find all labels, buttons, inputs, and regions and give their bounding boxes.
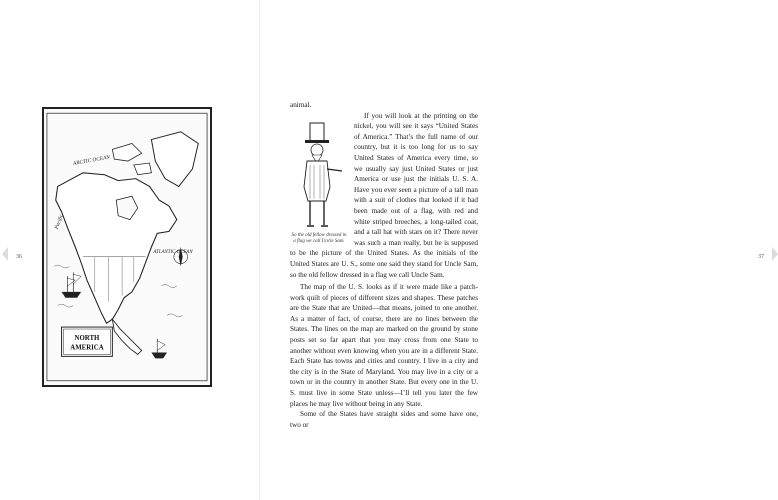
text-column bbox=[290, 100, 478, 430]
figure-caption: So the old fellow dressed in a flag we call Uncle Sam. bbox=[291, 232, 347, 244]
next-page-arrow-icon[interactable] bbox=[772, 247, 778, 261]
uncle-sam-figure bbox=[290, 121, 348, 245]
paragraph-2: The map of the U. S. looks as if it were made like a patch-work quilt of pieces of different sizes and shapes. These patches are the State that are United—that means, joined to one another. As a matter of fact, of course, there are no lines between the States. The lines on the map are marked on the ground by stone posts set so far apart that you may cross from one State to another without even knowing when you are in a different State. Each State has towns and cities and country. I live in a city and the city is in the State of Maryland. You may live in a city or a town or in the country in another State. But every one in the U. S. must live in some State unless—I’ll tell you later the few places he may live without being in any State. bbox=[290, 283, 478, 408]
map-label-pacific: Pacific bbox=[53, 213, 65, 231]
paragraph-1: If you will look at the printing on the nickel, you will see it says “United States of America.” That’s the full name of our country, but it is too long for us to say United States of America every time, so we usually say just United States or just America or use just the initials U. S. A. Have you ever seen a picture of a tall man with a suit of clothes that looked if it had been made out of a flag, with red and white striped breeches, a long-tailed coat, and a tall hat with stars on it? There never was such a man really, but he is supposed to be the picture of the United States. As the initials of the United States are U. S., some one said they stand for Uncle Sam, so the old fellow dressed in a flag we call Uncle Sam. bbox=[290, 111, 478, 279]
map-title-line1: NORTH bbox=[74, 334, 100, 342]
map-illustration bbox=[44, 109, 210, 385]
previous-page-arrow-icon[interactable] bbox=[2, 247, 8, 261]
page-number-left: 36 bbox=[16, 254, 22, 260]
map-title-line2: AMERICA bbox=[70, 344, 104, 352]
page-number-right: 37 bbox=[758, 254, 764, 260]
map-label-arctic: ARCTIC OCEAN bbox=[72, 154, 111, 167]
map-label-atlantic: ATLANTIC OCEAN bbox=[153, 249, 193, 255]
uncle-sam-illustration bbox=[290, 121, 346, 231]
north-america-map bbox=[42, 107, 212, 387]
left-page bbox=[0, 0, 260, 500]
paragraph-3: Some of the States have straight sides and some have one, two or bbox=[290, 410, 478, 429]
paragraph-0: animal. bbox=[290, 101, 312, 109]
